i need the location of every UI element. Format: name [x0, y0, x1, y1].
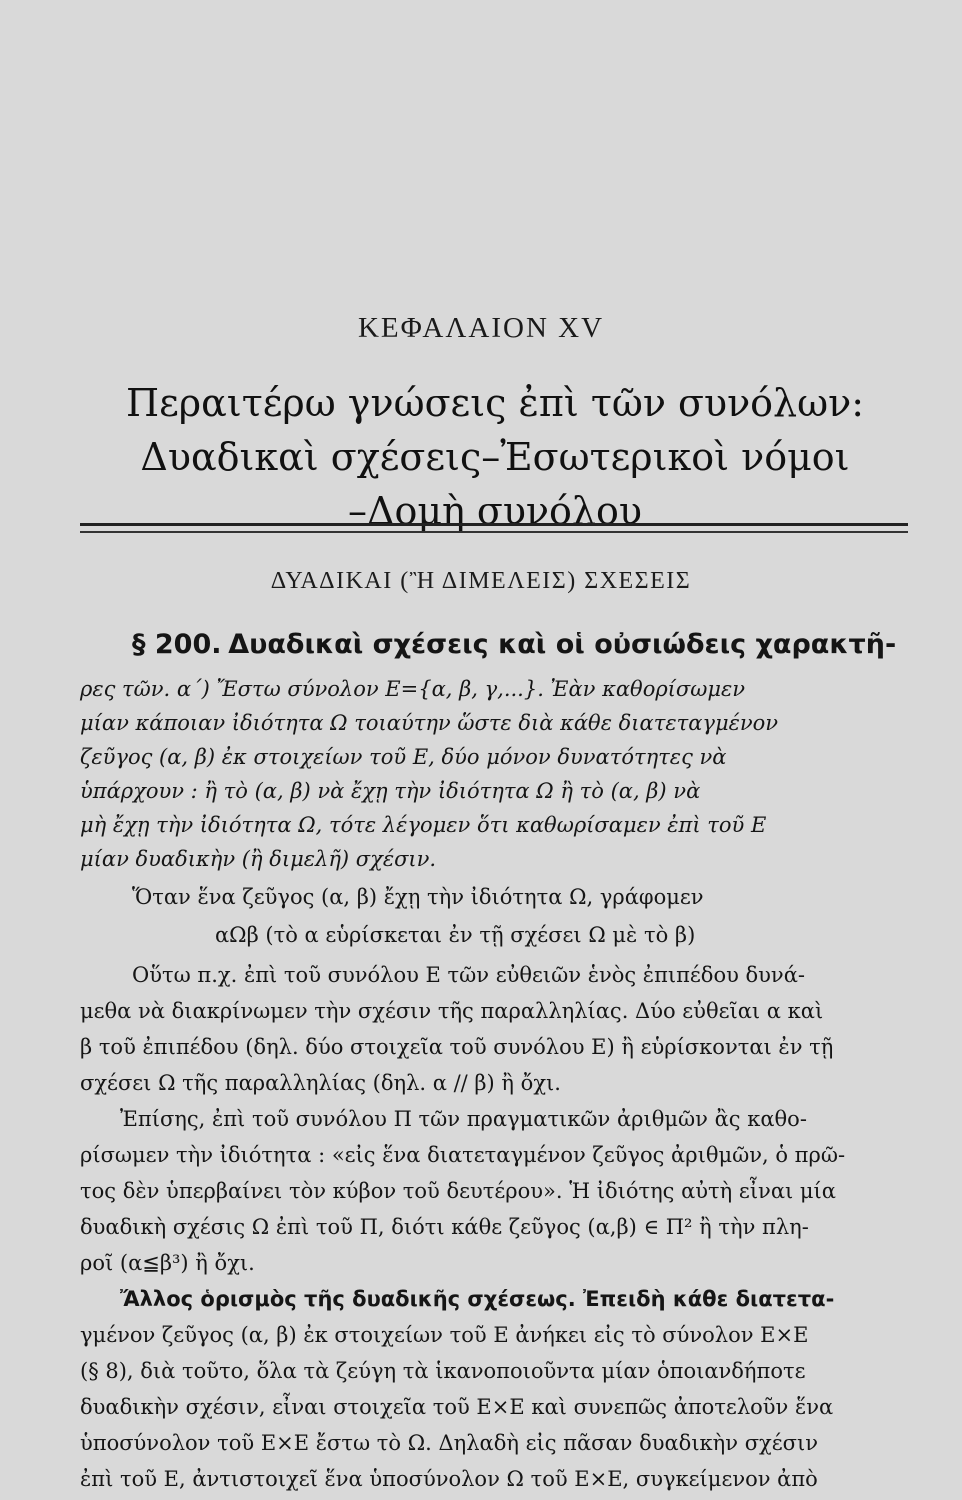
text-line: τος δὲν ὑπερβαίνει τὸν κύβον τοῦ δευτέρου». Ἡ ἰδιότης αὐτὴ εἶναι μία: [80, 1179, 836, 1203]
text-line: ὑπάρχουν : ἢ τὸ (α, β) νὰ ἔχῃ τὴν ἰδιότητα Ω ἢ τὸ (α, β) νὰ: [80, 779, 701, 803]
text-line: ἐπὶ τοῦ E, ἀντιστοιχεῖ ἕνα ὑποσύνολον Ω τοῦ E×E, συγκείμενον ἀπὸ: [80, 1467, 818, 1491]
text-line: μεθα νὰ διακρίνωμεν τὴν σχέσιν τῆς παραλληλίας. Δύο εὐθεῖαι α καὶ: [80, 999, 824, 1023]
title-line: –Δομὴ συνόλου: [348, 489, 642, 533]
text-line: Οὕτω π.χ. ἐπὶ τοῦ συνόλου E τῶν εὐθειῶν ἑνὸς ἐπιπέδου δυνά-: [132, 963, 805, 987]
text-line: μὴ ἔχῃ τὴν ἰδιότητα Ω, τότε λέγομεν ὅτι καθωρίσαμεν ἐπὶ τοῦ E: [80, 813, 767, 837]
text-line: ρες τῶν. α΄) Ἔστω σύνολον E={α, β, γ,...}. Ἐὰν καθορίσωμεν: [80, 677, 746, 701]
double-rule-bottom: [80, 531, 908, 533]
paragraph-number: § 200.: [132, 629, 222, 660]
text-line: Ὅταν ἕνα ζεῦγος (α, β) ἔχῃ τὴν ἰδιότητα Ω, γράφομεν: [132, 885, 704, 909]
text-line: μίαν κάποιαν ἰδιότητα Ω τοιαύτην ὥστε διὰ κάθε διατεταγμένον: [80, 711, 779, 735]
text-line: μίαν δυαδικὴν (ἢ διμελῆ) σχέσιν.: [80, 847, 437, 871]
section-heading: ΔΥΑΔΙΚΑΙ (Ἢ ΔΙΜΕΛΕΙΣ) ΣΧΕΣΕΙΣ: [270, 568, 692, 594]
paragraph-heading: Δυαδικαὶ σχέσεις καὶ οἱ οὐσιώδεις χαρακτῆ-: [228, 629, 897, 660]
text-line: Ἐπίσης, ἐπὶ τοῦ συνόλου Π τῶν πραγματικῶν ἀριθμῶν ἂς καθο-: [120, 1107, 807, 1131]
text-line: (§ 8), διὰ τοῦτο, ὅλα τὰ ζεύγη τὰ ἱκανοποιοῦντα μίαν ὁποιανδήποτε: [80, 1359, 806, 1383]
text-line: δυαδικὴ σχέσις Ω ἐπὶ τοῦ Π, διότι κάθε ζεῦγος (α,β) ∈ Π² ἢ τὴν πλη-: [80, 1215, 809, 1239]
chapter-title: [80, 376, 910, 538]
text-line: γμένον ζεῦγος (α, β) ἐκ στοιχείων τοῦ E ἀνήκει εἰς τὸ σύνολον E×E: [80, 1323, 809, 1347]
text-line: σχέσει Ω τῆς παραλληλίας (δηλ. α // β) ἢ ὄχι.: [80, 1071, 561, 1095]
subheading-line: Ἄλλος ὁρισμὸς τῆς δυαδικῆς σχέσεως. Ἐπειδὴ κάθε διατετα-: [120, 1287, 835, 1311]
relation-formula: αΩβ (τὸ α εὑρίσκεται ἐν τῇ σχέσει Ω μὲ τὸ β): [215, 923, 696, 947]
text-line: ροῖ (α≦β³) ἢ ὄχι.: [80, 1251, 255, 1275]
text-line: δυαδικὴν σχέσιν, εἶναι στοιχεῖα τοῦ E×E καὶ συνεπῶς ἀποτελοῦν ἕνα: [80, 1395, 834, 1419]
paragraph-heading-line: [132, 628, 896, 664]
text-line: ζεῦγος (α, β) ἐκ στοιχείων τοῦ E, δύο μόνον δυνατότητες νὰ: [80, 745, 727, 769]
title-line: Περαιτέρω γνώσεις ἐπὶ τῶν συνόλων:: [125, 381, 865, 425]
double-rule-top: [80, 523, 908, 526]
text-line: ρίσωμεν τὴν ἰδιότητα : «εἰς ἕνα διατεταγμένον ζεῦγος ἀριθμῶν, ὁ πρῶ-: [80, 1143, 846, 1167]
title-line: Δυαδικαὶ σχέσεις–Ἐσωτερικοὶ νόμοι: [140, 435, 850, 479]
text-line: ὑποσύνολον τοῦ E×E ἔστω τὸ Ω. Δηλαδὴ εἰς πᾶσαν δυαδικὴν σχέσιν: [80, 1431, 818, 1455]
text-line: β τοῦ ἐπιπέδου (δηλ. δύο στοιχεῖα τοῦ συνόλου E) ἢ εὑρίσκονται ἐν τῇ: [80, 1035, 834, 1059]
chapter-heading: ΚΕΦΑΛΑΙΟΝ XV: [357, 312, 605, 344]
